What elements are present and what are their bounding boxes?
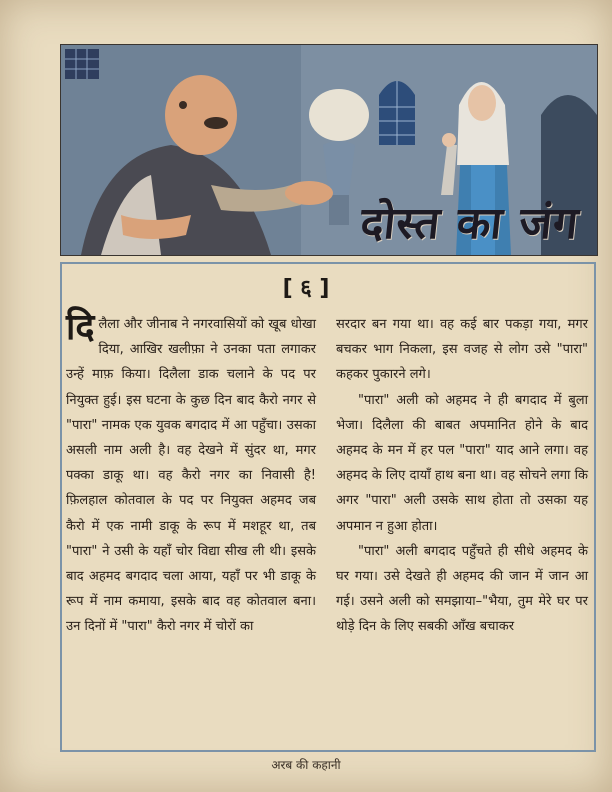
lattice-window-icon — [65, 49, 99, 79]
left-paragraph-text: लैला और जीनाब ने नगरवासियों को खूब धोखा दिया, आखिर खलीफ़ा ने उनका पता लगाकर उन्हें माफ़ किया। दिलैला डाक चलाने के पद पर नियुक्त हुई। इस घटना के कुछ दिन बाद कैरो नगर से "पारा" नामक एक युवक बगदाद में आ पहुँचा। उसका असली नाम अली है। वह देखने में सुंदर था, मगर पक्का डाकू था। वह कैरो नगर का निवासी है! फ़िलहाल कोतवाल के पद पर नियुक्त अहमद जब कैरो में एक नामी डाकू के रूप में मशहूर था, तब "पारा" ने उसी के यहाँ चोर विद्या सीख ली थी। इसके बाद अहमद बगदाद चला आया, यहाँ पर भी डाकू के रूप में नाम कमाया, इसके बाद वह कोतवाल बना। उन दिनों में "पारा" कैरो नगर में चोरों का — [66, 317, 316, 635]
drop-cap: दि — [66, 307, 95, 348]
left-column — [66, 307, 316, 640]
header-illustration — [60, 44, 598, 256]
right-paragraph-1: सरदार बन गया था। वह कई बार पकड़ा गया, मगर बचकर भाग निकला, इस वजह से लोग उसे "पारा" कहकर पुकारने लगे। — [336, 317, 588, 383]
right-paragraph-3 — [336, 539, 588, 640]
left-paragraph — [66, 307, 316, 640]
chapter-number: [ ६ ] — [282, 276, 330, 301]
flower-plant-icon — [309, 89, 369, 141]
right-column — [336, 312, 588, 640]
story-title: दोस्त का जंग — [357, 198, 582, 249]
right-paragraph-2-text: "पारा" अली को अहमद ने ही बगदाद में बुला भेजा। दिलैला की बाबत अपमानित होने के बाद अहमद के मन में हर पल "पारा" याद आने लगा। वह अहमद के लिए दायाँ हाथ बना था। वह सोचने लगा कि अगर "पारा" अली उसके साथ होता तो उसका यह अपमान न हुआ होता। — [336, 392, 588, 534]
right-paragraph-2 — [336, 388, 588, 539]
right-paragraph-3-text: "पारा" अली बगदाद पहुँचते ही सीधे अहमद के घर गया। उसे देखते ही अहमद की जान में जान आ गई। उसने अली को समझाया–"भैया, तुम मेरे घर पर थोड़े दिन के लिए सबकी आँख बचाकर — [336, 543, 588, 635]
page-footer: अरब की कहानी — [271, 758, 341, 772]
